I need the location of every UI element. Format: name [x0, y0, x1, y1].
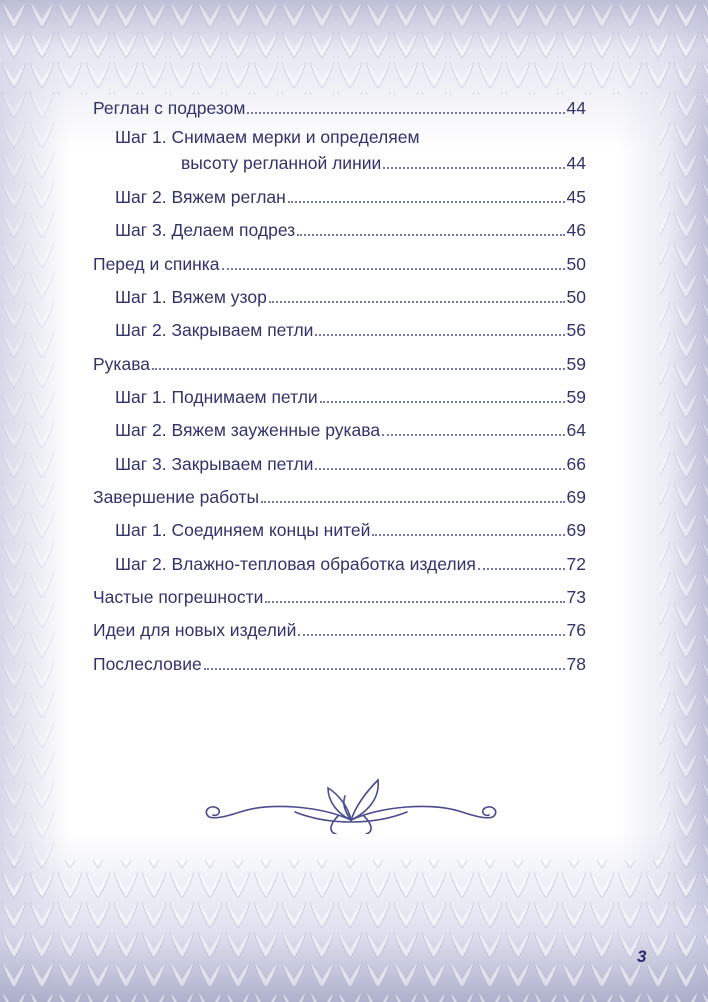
toc-entry[interactable]: [115, 415, 586, 441]
toc-entry[interactable]: [93, 615, 586, 641]
toc-entry-page: 46: [566, 220, 586, 240]
toc-entry-page: 64: [566, 420, 586, 440]
toc-entry[interactable]: [115, 449, 586, 475]
toc-entry-page: 69: [566, 487, 586, 507]
page-number: 3: [637, 947, 647, 966]
toc-entry-title: Перед и спинка: [93, 254, 220, 274]
toc-entry-page: 44: [566, 153, 586, 173]
toc-entry-page: 73: [566, 587, 586, 607]
toc-leader-dots: [152, 368, 565, 370]
toc-entry[interactable]: [115, 515, 586, 541]
toc-entry-title: Шаг 1. Соединяем концы нитей: [115, 520, 371, 540]
toc-entry-title: Реглан с подрезом: [93, 98, 246, 118]
toc-leader-dots: [478, 568, 565, 570]
toc-entry-title: Частые погрешности: [93, 587, 264, 607]
toc-entry-page: 50: [566, 287, 586, 307]
toc-entry-title: Шаг 1. Поднимаем петли: [115, 387, 318, 407]
toc-entry-title: Шаг 1. Вяжем узор: [115, 287, 267, 307]
toc-entry-title: Послесловие: [93, 654, 202, 674]
toc-entry[interactable]: [115, 282, 586, 308]
toc-entry-title: Шаг 2. Влажно-тепловая обработка изделия: [115, 554, 476, 574]
toc-entry-page: 59: [566, 387, 586, 407]
toc-entry[interactable]: [115, 215, 586, 241]
toc-leader-dots: [247, 112, 564, 114]
toc-leader-dots: [288, 201, 565, 203]
leaf-flourish-icon: [200, 776, 502, 834]
toc-entry-title: Рукава: [93, 354, 151, 374]
toc-entry[interactable]: [93, 482, 586, 508]
toc-entry-title: Шаг 1. Снимаем мерки и определяем: [115, 127, 420, 147]
toc-entry[interactable]: [93, 249, 586, 275]
toc-entry-page: 45: [566, 187, 586, 207]
toc-leader-dots: [320, 401, 565, 403]
toc-entry-title-continued: высоту регланной линии: [181, 153, 382, 173]
toc-entry-title: Шаг 3. Делаем подрез: [115, 220, 296, 240]
toc-entry-page: 66: [566, 454, 586, 474]
toc-entry-page: 69: [566, 520, 586, 540]
toc-entry-page: 72: [566, 554, 586, 574]
toc-entry-title: Шаг 2. Вяжем реглан: [115, 187, 286, 207]
toc-entry[interactable]: [93, 349, 586, 375]
toc-leader-dots: [383, 167, 564, 169]
toc-entry-title: Идеи для новых изделий: [93, 620, 297, 640]
toc-entry[interactable]: [115, 549, 586, 575]
toc-entry-page: 56: [566, 320, 586, 340]
toc-entry-title: Шаг 2. Закрываем петли: [115, 320, 314, 340]
toc-leader-dots: [315, 334, 564, 336]
toc-leader-dots: [298, 634, 564, 636]
toc-entry-page: 78: [566, 654, 586, 674]
toc-leader-dots: [297, 234, 564, 236]
toc-entry-title: Завершение работы: [93, 487, 260, 507]
toc-leader-dots: [269, 301, 565, 303]
toc-entry[interactable]: [115, 182, 586, 208]
toc-leader-dots: [382, 434, 564, 436]
toc-leader-dots: [204, 668, 565, 670]
toc-entry[interactable]: [115, 315, 586, 341]
toc-entry-title: Шаг 2. Вяжем зауженные рукава: [115, 420, 381, 440]
toc-entry[interactable]: [93, 649, 586, 675]
toc-entry-title: Шаг 3. Закрываем петли: [115, 454, 314, 474]
toc-entry[interactable]: [93, 582, 586, 608]
toc-entry-page: 76: [566, 620, 586, 640]
toc-leader-dots: [222, 268, 565, 270]
toc-entry[interactable]: [115, 382, 586, 408]
toc-leader-dots: [372, 534, 564, 536]
toc-entry[interactable]: [115, 148, 586, 174]
toc-entry-page: 59: [566, 354, 586, 374]
toc-leader-dots: [315, 468, 564, 470]
toc-entry-page: 44: [566, 98, 586, 118]
toc-entry[interactable]: [93, 93, 586, 119]
toc-entry-page: 50: [566, 254, 586, 274]
toc-leader-dots: [265, 601, 564, 603]
toc-leader-dots: [261, 501, 564, 503]
